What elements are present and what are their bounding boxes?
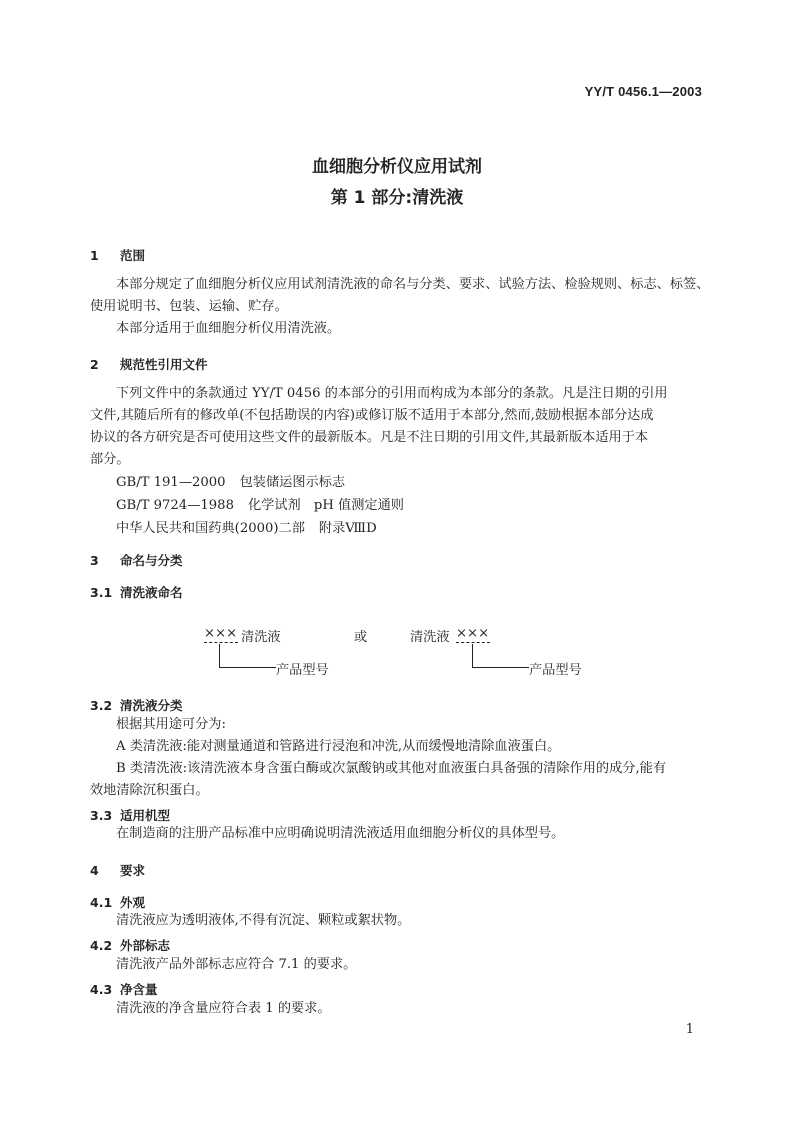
section-number: 4 (90, 863, 99, 878)
section-title: 规范性引用文件 (120, 357, 208, 372)
reference-code: GB/T 9724—1988 (116, 498, 234, 513)
text-line: 下列文件中的条款通过 YY/T 0456 的本部分的引用而构成为本部分的条款。凡是注日期的引用 (116, 386, 668, 401)
text-line: 效地清除沉积蛋白。 (90, 783, 209, 798)
text-line: B 类清洗液:该清洗液本身含蛋白酶或次氯酸钠或其他对血液蛋白具备强的清除作用的成分,能有 (116, 761, 667, 776)
section-2-paragraph (90, 383, 706, 471)
section-number: 3.1 (90, 585, 113, 600)
section-3-heading (90, 551, 183, 569)
section-3-3-paragraph (90, 823, 706, 845)
section-title: 外部标志 (120, 938, 171, 953)
section-1-paragraph-1 (90, 274, 710, 318)
reference-name: 化学试剂 pH 值测定通则 (247, 498, 404, 513)
underline-left (204, 642, 238, 643)
section-number: 4.2 (90, 938, 113, 953)
callout-bracket-right (472, 644, 529, 668)
product-name-left: 清洗液 (241, 630, 281, 645)
text-line: 本部分规定了血细胞分析仪应用试剂清洗液的命名与分类、要求、试验方法、检验规则、标志、标签、 (116, 277, 710, 292)
section-number: 4.1 (90, 895, 113, 910)
section-4-1-paragraph (90, 910, 706, 932)
section-3-2-heading (90, 696, 183, 714)
section-4-2-paragraph (90, 954, 706, 976)
document-number: YY/T 0456.1—2003 (584, 84, 702, 99)
reference-name: 附录ⅧD (318, 521, 377, 536)
section-1-heading (90, 246, 145, 264)
text-line: 在制造商的注册产品标准中应明确说明清洗液适用血细胞分析仪的具体型号。 (116, 826, 565, 841)
section-4-1-heading (90, 893, 145, 911)
section-number: 2 (90, 357, 99, 372)
text-line: 使用说明书、包装、运输、贮存。 (90, 299, 288, 314)
reference-code: 中华人民共和国药典(2000)二部 (116, 521, 305, 536)
section-3-1-heading (90, 583, 183, 601)
section-title: 要求 (120, 863, 146, 878)
section-1-paragraph-2 (90, 318, 706, 340)
product-model-label-left: 产品型号 (276, 663, 329, 678)
section-3-3-heading (90, 806, 170, 824)
section-title: 命名与分类 (120, 553, 183, 568)
section-title: 范围 (120, 248, 146, 263)
reference-item (116, 517, 377, 536)
model-code-right: ××× (456, 626, 490, 641)
section-4-heading (90, 861, 145, 879)
section-title: 适用机型 (120, 808, 171, 823)
product-name-right: 清洗液 (410, 630, 450, 645)
section-4-3-heading (90, 980, 158, 998)
section-3-2-paragraph (90, 714, 706, 802)
text-line: 部分。 (90, 452, 130, 467)
reference-item (116, 471, 345, 490)
model-code-left: ××× (204, 626, 238, 641)
section-4-2-heading (90, 936, 170, 954)
section-number: 3.2 (90, 698, 113, 713)
section-number: 4.3 (90, 982, 113, 997)
section-number: 3 (90, 553, 99, 568)
text-line: 文件,其随后所有的修改单(不包括勘误的内容)或修订版不适用于本部分,然而,鼓励根据本部分达成 (90, 408, 654, 423)
page-number: 1 (685, 1022, 694, 1037)
text-line: 协议的各方研究是否可使用这些文件的最新版本。凡是不注日期的引用文件,其最新版本适用于本 (90, 430, 649, 445)
section-title: 清洗液命名 (120, 585, 183, 600)
reference-item (116, 494, 404, 513)
product-model-label-right: 产品型号 (529, 663, 582, 678)
section-title: 外观 (120, 895, 146, 910)
callout-bracket-left (219, 644, 276, 668)
or-text: 或 (354, 630, 368, 645)
section-title: 净含量 (120, 982, 158, 997)
text-line: 根据其用途可分为: (116, 717, 226, 732)
section-number: 3.3 (90, 808, 113, 823)
page-subtitle: 第 1 部分:清洗液 (330, 188, 464, 208)
section-4-3-paragraph (90, 998, 706, 1020)
text-line: 清洗液应为透明液体,不得有沉淀、颗粒或絮状物。 (116, 913, 411, 928)
page-title: 血细胞分析仪应用试剂 (312, 157, 482, 177)
reference-name: 包装储运图示标志 (239, 475, 346, 490)
section-2-heading (90, 355, 208, 373)
text-line: A 类清洗液:能对测量通道和管路进行浸泡和冲洗,从而缓慢地清除血液蛋白。 (116, 739, 561, 754)
reference-code: GB/T 191—2000 (116, 475, 226, 490)
section-title: 清洗液分类 (120, 698, 183, 713)
text-line: 清洗液的净含量应符合表 1 的要求。 (116, 1001, 331, 1016)
text-line: 本部分适用于血细胞分析仪用清洗液。 (116, 321, 341, 336)
text-line: 清洗液产品外部标志应符合 7.1 的要求。 (116, 957, 357, 972)
section-number: 1 (90, 248, 99, 263)
underline-right (456, 642, 490, 643)
